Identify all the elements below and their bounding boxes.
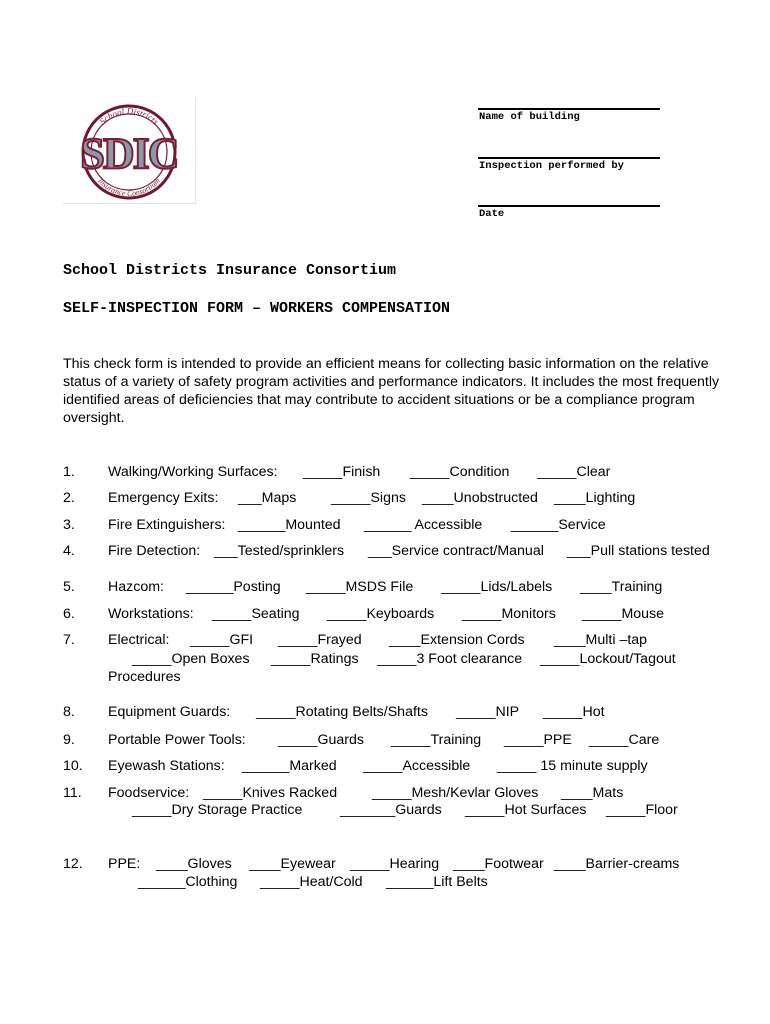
- procedures-text: Procedures: [108, 669, 181, 685]
- check-unobstructed[interactable]: ____Unobstructed: [422, 490, 538, 506]
- check-guards[interactable]: _____Guards: [278, 732, 364, 748]
- inspection-performed-by-line[interactable]: [478, 157, 660, 159]
- check-lighting[interactable]: ____Lighting: [554, 490, 636, 506]
- check-heat-cold[interactable]: _____Heat/Cold: [260, 874, 363, 890]
- item-number: 5.: [63, 579, 75, 595]
- check-barrier-creams[interactable]: ____Barrier-creams: [554, 856, 680, 872]
- item-label: Hazcom:: [108, 579, 164, 595]
- check-training[interactable]: ____Training: [580, 579, 663, 595]
- check-lockout-tagout[interactable]: _____Lockout/Tagout: [540, 651, 676, 667]
- inspection-performed-by-label: Inspection performed by: [479, 160, 624, 172]
- name-of-building-label: Name of building: [479, 111, 580, 123]
- check-rotating-belts[interactable]: _____Rotating Belts/Shafts: [256, 704, 428, 720]
- check-nip[interactable]: _____NIP: [456, 704, 520, 720]
- check-knives-racked[interactable]: _____Knives Racked: [203, 785, 338, 801]
- check-maps[interactable]: ___Maps: [238, 490, 297, 506]
- check-multi-tap[interactable]: ____Multi –tap: [554, 632, 648, 648]
- check-15-minute-supply[interactable]: _____ 15 minute supply: [497, 758, 648, 774]
- check-ppe[interactable]: _____PPE: [504, 732, 572, 748]
- check-accessible[interactable]: ______ Accessible: [364, 517, 483, 533]
- item-number: 9.: [63, 732, 75, 748]
- check-mats[interactable]: ____Mats: [561, 785, 624, 801]
- check-training[interactable]: _____Training: [391, 732, 482, 748]
- check-marked[interactable]: ______Marked: [242, 758, 337, 774]
- item-number: 2.: [63, 490, 75, 506]
- check-guards[interactable]: _______Guards: [340, 802, 442, 818]
- check-condition[interactable]: _____Condition: [410, 464, 510, 480]
- check-hot[interactable]: _____Hot: [543, 704, 605, 720]
- check-lift-belts[interactable]: ______Lift Belts: [386, 874, 488, 890]
- item-label: Fire Detection:: [108, 543, 201, 559]
- item-number: 11.: [63, 785, 82, 801]
- check-hot-surfaces[interactable]: _____Hot Surfaces: [465, 802, 587, 818]
- intro-paragraph: This check form is intended to provide an efficient means for collecting basic information on the relative status of a variety of safety program activities and performance indicators. It includes the most frequently identified areas of deficiencies that may contribute to accident situations or be a compliance program oversight.: [63, 356, 720, 426]
- check-gfi[interactable]: _____GFI: [190, 632, 254, 648]
- check-msds-file[interactable]: _____MSDS File: [306, 579, 414, 595]
- item-label: Eyewash Stations:: [108, 758, 225, 774]
- item-label: Foodservice:: [108, 785, 190, 801]
- item-number: 10.: [63, 758, 83, 774]
- check-finish[interactable]: _____Finish: [303, 464, 381, 480]
- item-number: 3.: [63, 517, 75, 533]
- check-seating[interactable]: _____Seating: [212, 606, 300, 622]
- item-label: Walking/Working Surfaces:: [108, 464, 278, 480]
- logo-arc-top: School Districts: [97, 105, 161, 127]
- check-mesh-kevlar-gloves[interactable]: _____Mesh/Kevlar Gloves: [372, 785, 539, 801]
- check-accessible[interactable]: _____Accessible: [363, 758, 471, 774]
- sdic-seal-icon: [63, 98, 195, 203]
- item-label: Portable Power Tools:: [108, 732, 246, 748]
- item-label: PPE:: [108, 856, 141, 872]
- check-care[interactable]: _____Care: [589, 732, 660, 748]
- check-lids-labels[interactable]: _____Lids/Labels: [441, 579, 553, 595]
- check-extension-cords[interactable]: ____Extension Cords: [389, 632, 525, 648]
- check-keyboards[interactable]: _____Keyboards: [327, 606, 435, 622]
- check-eyewear[interactable]: ____Eyewear: [249, 856, 336, 872]
- check-hearing[interactable]: _____Hearing: [350, 856, 440, 872]
- check-clear[interactable]: _____Clear: [537, 464, 611, 480]
- item-label: Workstations:: [108, 606, 194, 622]
- check-posting[interactable]: ______Posting: [186, 579, 281, 595]
- item-number: 4.: [63, 543, 75, 559]
- logo-arc-bottom: Insurance Consortium: [96, 176, 162, 199]
- item-number: 7.: [63, 632, 75, 648]
- check-tested-sprinklers[interactable]: ___Tested/sprinklers: [214, 543, 345, 559]
- check-frayed[interactable]: _____Frayed: [278, 632, 362, 648]
- item-number: 1.: [63, 464, 75, 480]
- date-line[interactable]: [478, 205, 660, 207]
- item-number: 6.: [63, 606, 75, 622]
- org-title: School Districts Insurance Consortium: [63, 262, 397, 279]
- check-mounted[interactable]: ______Mounted: [238, 517, 341, 533]
- check-3-foot-clearance[interactable]: _____3 Foot clearance: [377, 651, 523, 667]
- check-ratings[interactable]: _____Ratings: [271, 651, 359, 667]
- item-number: 12.: [63, 856, 83, 872]
- form-title: SELF-INSPECTION FORM – WORKERS COMPENSATION: [63, 300, 451, 317]
- item-label: Emergency Exits:: [108, 490, 219, 506]
- check-footwear[interactable]: ____Footwear: [453, 856, 544, 872]
- check-open-boxes[interactable]: _____Open Boxes: [132, 651, 250, 667]
- sdic-logo: [63, 98, 196, 204]
- item-label: Electrical:: [108, 632, 170, 648]
- check-mouse[interactable]: _____Mouse: [582, 606, 665, 622]
- check-pull-stations[interactable]: ___Pull stations tested: [567, 543, 710, 559]
- check-dry-storage[interactable]: _____Dry Storage Practice: [132, 802, 303, 818]
- check-service-contract[interactable]: ___Service contract/Manual: [368, 543, 544, 559]
- item-label: Fire Extinguishers:: [108, 517, 226, 533]
- item-number: 8.: [63, 704, 75, 720]
- check-gloves[interactable]: ____Gloves: [156, 856, 232, 872]
- logo-letters: SDIC: [80, 129, 178, 178]
- name-of-building-line[interactable]: [478, 108, 660, 110]
- item-label: Equipment Guards:: [108, 704, 231, 720]
- check-signs[interactable]: _____Signs: [331, 490, 406, 506]
- date-label: Date: [479, 208, 505, 220]
- check-floor[interactable]: _____Floor: [606, 802, 678, 818]
- check-clothing[interactable]: ______Clothing: [138, 874, 238, 890]
- check-service[interactable]: ______Service: [511, 517, 606, 533]
- check-monitors[interactable]: _____Monitors: [462, 606, 556, 622]
